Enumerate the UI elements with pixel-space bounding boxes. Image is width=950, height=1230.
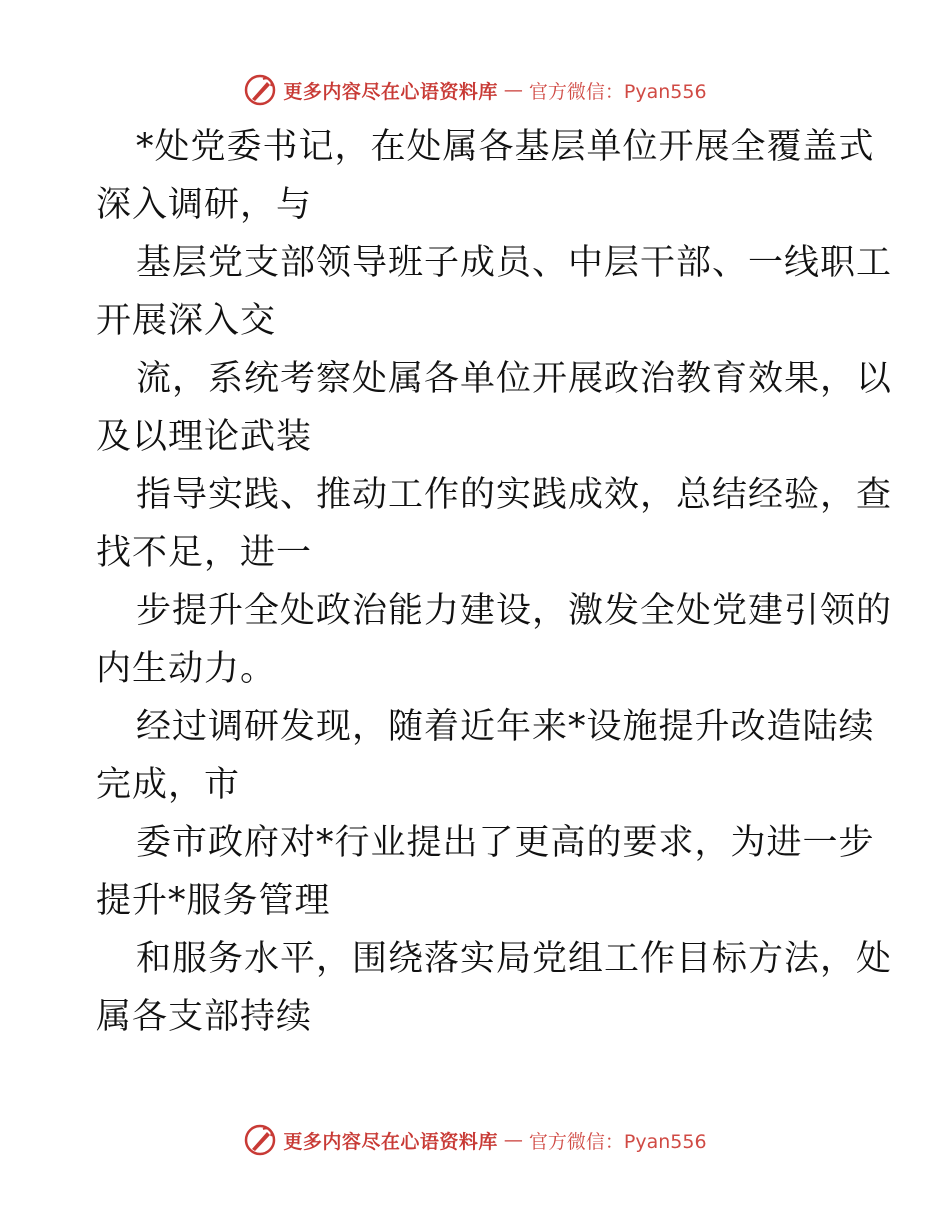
body-line: 完成，市 [96,765,241,805]
watermark-contact: 官方微信：Pyan556 [528,80,707,103]
body-line: 和服务水平，围绕落实局党组工作目标方法，处 [136,939,893,979]
body-line: 内生动力。 [96,649,277,689]
watermark-contact: 官方微信：Pyan556 [528,1130,707,1153]
body-line: 委市政府对*行业提出了更高的要求，为进一步 [136,823,875,863]
body-line: 深入调研，与 [96,185,313,225]
body-line: 步提升全处政治能力建设，激发全处党建引领的 [136,591,893,631]
body-line: 指导实践、推动工作的实践成效，总结经验，查 [136,475,893,515]
watermark-separator: — [503,79,523,101]
body-line: 属各支部持续 [96,997,313,1037]
body-line: *处党委书记，在处属各基层单位开展全覆盖式 [136,127,875,167]
body-line: 开展深入交 [96,301,277,341]
body-line: 基层党支部领导班子成员、中层干部、一线职工 [136,243,893,283]
header-watermark [0,70,950,110]
quill-logo-icon [243,73,277,107]
body-line: 提升*服务管理 [96,881,331,921]
watermark-text: 更多内容尽在心语资料库 [283,80,498,103]
body-line: 及以理论武装 [96,417,313,457]
watermark-separator: — [503,1129,523,1151]
body-line: 找不足，进一 [96,533,313,573]
quill-logo-icon [243,1123,277,1157]
body-line: 流，系统考察处属各单位开展政治教育效果，以 [136,359,893,399]
footer-watermark [0,1120,950,1160]
document-body [96,118,893,1046]
watermark-text: 更多内容尽在心语资料库 [283,1130,498,1153]
body-line: 经过调研发现，随着近年来*设施提升改造陆续 [136,707,875,747]
